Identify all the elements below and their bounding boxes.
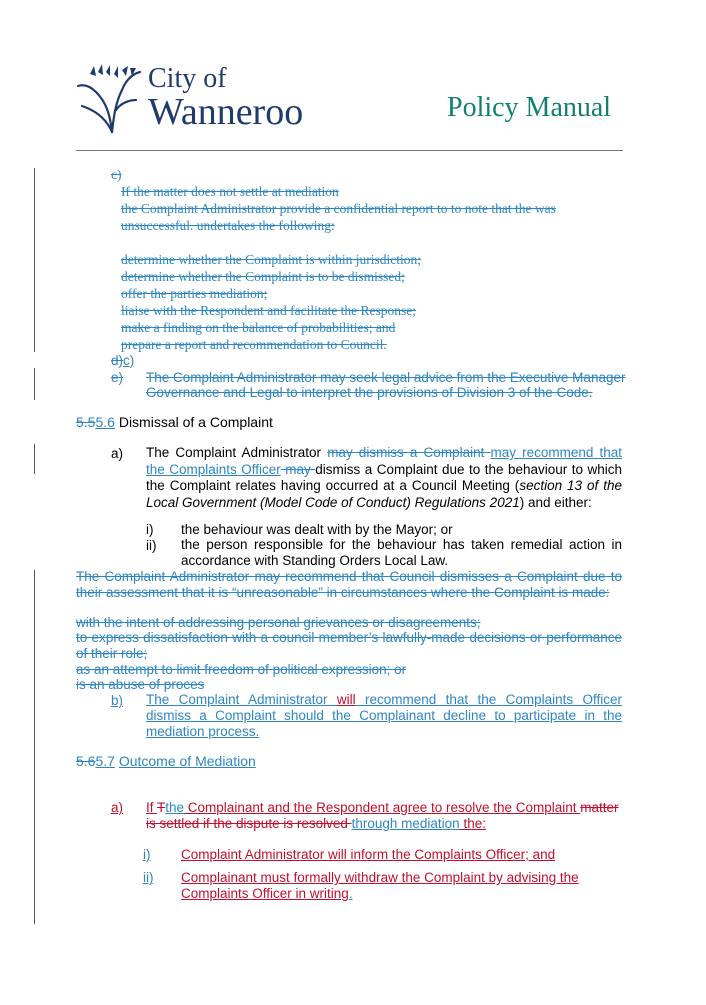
deleted-line: the Complaint Administrator provide a confidential report to to note that the was — [121, 201, 556, 216]
label-e: e) — [111, 370, 124, 385]
logo-city-of: City of — [148, 63, 227, 94]
section-number-deleted: 5.6 — [76, 753, 96, 769]
deleted-line: determine whether the Complaint is to be dismissed; — [121, 269, 405, 284]
subitem-ii-label: ii) — [146, 538, 157, 553]
deleted-line: prepare a report and recommendation to Council. — [121, 337, 387, 352]
item-a-line2: is settled if the dispute is resolved through mediation the: — [146, 816, 486, 831]
item-a-label: a) — [111, 800, 124, 815]
city-logo-icon — [76, 64, 146, 134]
item-a-line1: If Tthe Complainant and the Respondent agree to resolve the Complaint matter — [146, 800, 619, 815]
change-bar — [34, 570, 35, 924]
label-c: c) — [111, 167, 122, 182]
deleted-line: liaise with the Respondent and facilitate the Response; — [121, 303, 417, 318]
logo-wanneroo: Wanneroo — [148, 91, 304, 133]
manual-title: Policy Manual — [447, 92, 612, 123]
label-d-deleted: d) — [111, 353, 124, 368]
change-bar — [34, 168, 35, 352]
subitem-ii-text: the person responsible for the behaviour has taken remedial action in accordance with Standing Orders Local Law. — [181, 537, 622, 568]
deleted-line: unsuccessful. undertakes the following: — [121, 218, 335, 233]
section-number-inserted: 5.6 — [95, 414, 115, 430]
section-title: Dismissal of a Complaint — [118, 414, 273, 430]
deleted-line: If the matter does not settle at mediation — [121, 184, 339, 199]
subitem-ii-label: ii) — [143, 870, 154, 885]
deleted-list-item: as an attempt to limit freedom of political expression; or — [76, 662, 407, 677]
subitem-i-text: Complaint Administrator will inform the Complaints Officer; and — [181, 847, 556, 862]
section-number-inserted: 5.7 — [95, 753, 115, 769]
header — [0, 0, 706, 152]
deleted-list-item: is an abuse of proces — [76, 677, 205, 692]
section-number-deleted: 5.5 — [76, 414, 96, 430]
section-heading-5-6 — [76, 414, 273, 431]
subitem-ii-text-line2: Complaints Officer in writing. — [181, 886, 353, 901]
item-a-text: The Complaint Administrator may dismiss a Complaint may recommend that the Complaints Officer may dismiss a Complaint due to the behaviour to which the Complaint relates having occurred at a Council Meeting (section 13 of the Local Government (Model Code of Conduct) Regulations 2021) and either: — [146, 445, 623, 510]
change-bar — [34, 368, 35, 400]
item-a-label: a) — [111, 446, 124, 461]
section-title: Outcome of Mediation — [118, 753, 256, 769]
label-dc — [111, 352, 134, 369]
deleted-line: make a finding on the balance of probabilities; and — [121, 320, 396, 335]
subitem-i-label: i) — [143, 847, 151, 862]
deleted-list-item: to express dissatisfaction with a council member’s lawfully-made decisions or performance of their role; — [76, 630, 622, 661]
subitem-i-label: i) — [146, 522, 154, 537]
item-b-text: The Complaint Administrator will recommend that the Complaints Officer dismiss a Complaint should the Complainant decline to participate in the mediation process. — [146, 692, 622, 739]
deleted-list-item: with the intent of addressing personal grievances or disagreements; — [76, 615, 481, 630]
change-bar — [34, 444, 35, 474]
header-divider — [76, 150, 623, 151]
subitem-i-text: the behaviour was dealt with by the Mayor; or — [181, 522, 453, 537]
label-c-inserted: c) — [123, 353, 135, 368]
deleted-line: offer the parties mediation; — [121, 286, 268, 301]
section-heading-5-7 — [76, 753, 256, 770]
deleted-paragraph: The Complaint Administrator may recommend that Council dismisses a Complaint due to their assessment that it is “unreasonable” in circumstances where the Complaint is made: — [76, 569, 622, 600]
item-b-label: b) — [111, 693, 124, 708]
item-e-line1: The Complaint Administrator may seek legal advice from the Executive Manager — [146, 370, 626, 385]
item-e-line2: Governance and Legal to interpret the provisions of Division 3 of the Code. — [146, 385, 593, 400]
subitem-ii-text-line1: Complainant must formally withdraw the Complaint by advising the — [181, 870, 579, 885]
deleted-line: determine whether the Complaint is within jurisdiction; — [121, 252, 421, 267]
